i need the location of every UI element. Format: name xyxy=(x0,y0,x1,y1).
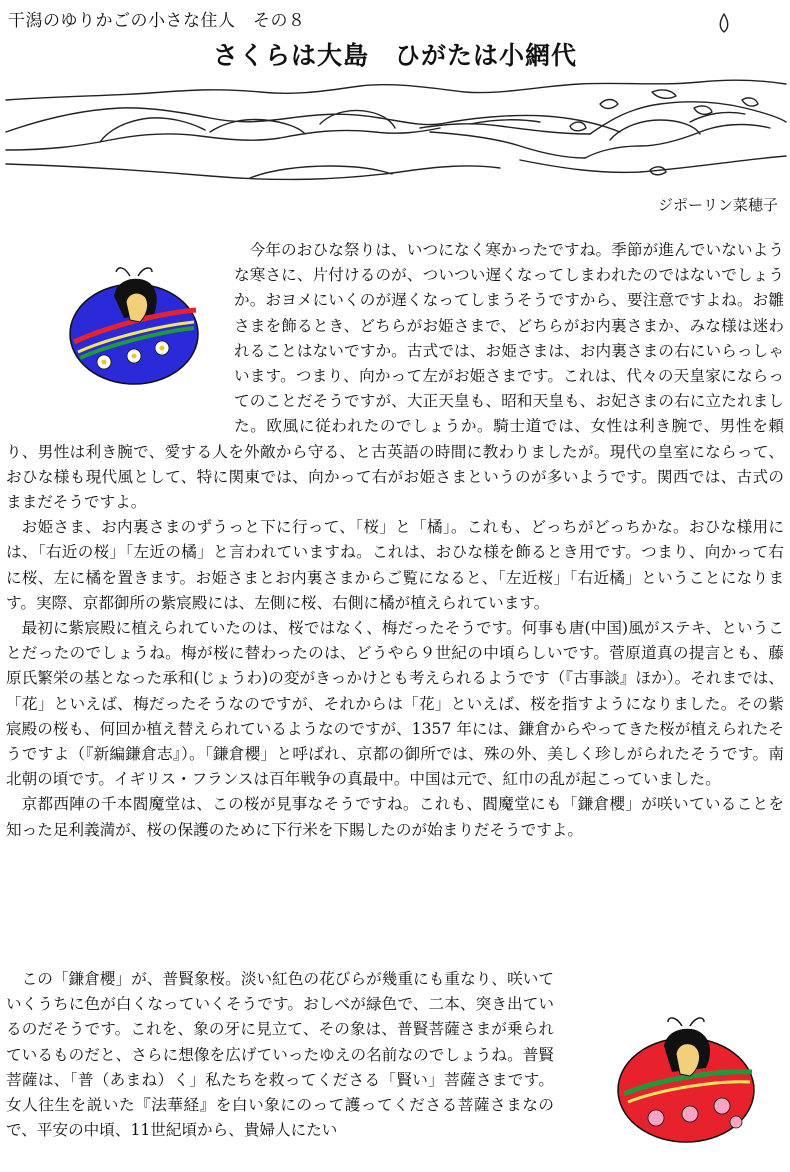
paragraph: 京都西陣の千本閻魔堂は、この桜が見事なそうですね。これも、閻魔堂にも「鎌倉櫻」が咲いていることを知った足利義満が、桜の保護のために下行米を下賜したのが始まりだそうですよ。 xyxy=(6,795,784,839)
landscape-illustration xyxy=(0,0,790,200)
author-name: ジポーリン菜穂子 xyxy=(657,196,778,214)
article-body xyxy=(6,238,784,843)
doll-placeholder xyxy=(6,238,234,420)
paragraph: お姫さま、お内裏さまのずうっと下に行って、「桜」と「橘」。これも、どっちがどっちかな。おひな様用には、「右近の桜」「左近の橘」と言われていますね。これは、おひな様を飾るとき用です。つまり、向かって右に桜、左に橘を置きます。お姫さまとお内裏さまからご覧になると、「左近桜」「右近橘」ということになります。実際、京都御所の紫宸殿には、左側に桜、右側に橘が植えられています。 xyxy=(6,518,784,612)
paragraph: この「鎌倉櫻」が、普賢象桜。淡い紅色の花びらが幾重にも重なり、咲いていくうちに色が白くなっていくそうです。おしべが緑色で、二本、突き出ているのだそうです。これを、象の牙に見立て、その象は、普賢菩薩さまが乗られているものだと、さらに想像を広げていったゆえの名前なのでしょうね。普賢菩薩は、「普（あまね）く」私たちを救ってくださる「賢い」菩薩さまです。女人往生を説いた『法華経』を白い象にのって護ってくださる菩薩さまなので、平安の中頃、11世紀頃から、貴婦人にたい xyxy=(6,970,554,1140)
page-title: さくらは大島 ひがたは小網代 xyxy=(212,41,577,70)
article-tail xyxy=(6,967,554,1143)
paragraph: 最初に紫宸殿に植えられていたのは、桜ではなく、梅だったそうです。何事も唐(中国)風がステキ、ということだったのでしょうね。梅が桜に替わったのは、どうやら９世紀の中頃らしいです。菅原道真の提言とも、藤原氏繁栄の基となった承和(じょうわ)の変がきっかけとも考えられるようです（『古事談』ほか）。それまでは、「花」といえば、梅だったそうなのですが、それからは「花」といえば、桜を指すようになりました。その紫宸殿の桜も、何回か植え替えられているようなのですが、1357 年には、鎌倉からやってきた桜が植えられたそうですよ（『新編鎌倉志』）。「鎌倉櫻」と呼ばれ、京都の御所では、殊の外、美しく珍しがられたそうです。南北朝の頃です。イギリス・フランスは百年戦争の真最中。中国は元で、紅巾の乱が起こっていました。 xyxy=(6,619,784,789)
series-title: 干潟のゆりかごの小さな住人 その８ xyxy=(8,11,306,31)
paragraph: 今年のおひな祭りは、いつになく寒かったですね。季節が進んでいないような寒さに、片付けるのが、ついつい遅くなってしまわれたのではないでしょうか。おヨメにいくのが遅くなってしまうそうですから、要注意ですよね。お雛さまを飾るとき、どちらがお姫さまで、どちらがお内裏さまか、みな様は迷われることはないですか。古式では、お姫さまは、お内裏さまの右にいらっしゃいます。つまり、向かって左がお姫さまです。これは、代々の天皇家にならってのことだそうですが、大正天皇も、昭和天皇も、お妃さまの右に立たれました。欧風に従われたのでしょうか。騎士道では、女性は利き腕で、男性を頼り、男性は利き腕で、愛する人を外敵から守る、と古英語の時間に教わりましたが。現代の皇室にならって、おひな様も現代風として、特に関東では、向かって右がお姫さまというのが多いようです。関西では、古式のままだそうですよ。 xyxy=(6,241,784,512)
hina-doll-red-kimono-icon xyxy=(612,1010,760,1144)
